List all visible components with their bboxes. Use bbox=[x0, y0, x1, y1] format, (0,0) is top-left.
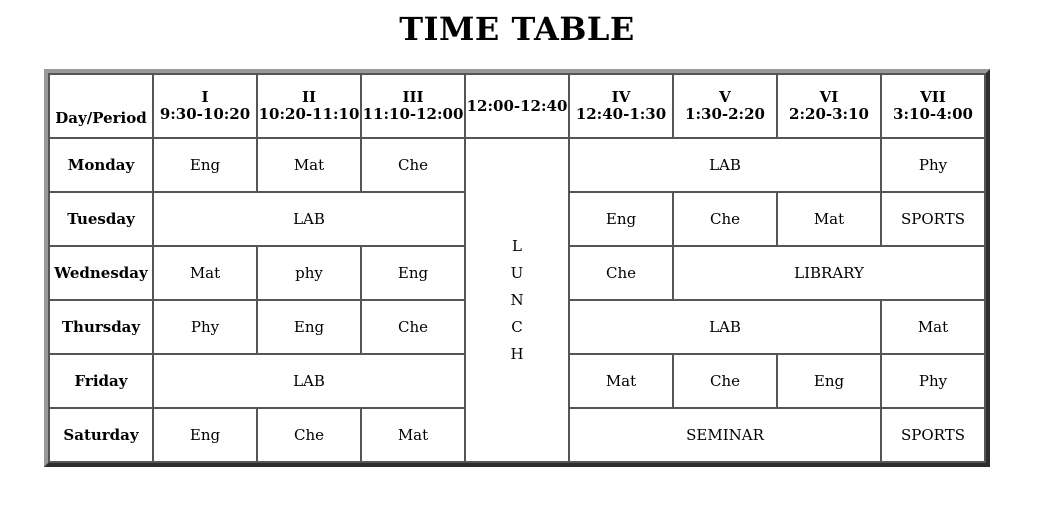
lunch-letter: U bbox=[510, 263, 524, 282]
lunch-cell bbox=[465, 138, 569, 462]
table-cell: Che bbox=[257, 408, 361, 462]
table-cell: SPORTS bbox=[881, 408, 985, 462]
table-row-monday bbox=[49, 138, 985, 192]
period-time: 1:30-2:20 bbox=[685, 105, 765, 123]
header-period-5 bbox=[673, 74, 777, 138]
table-cell: LAB bbox=[569, 300, 881, 354]
header-period-6 bbox=[777, 74, 881, 138]
day-label: Saturday bbox=[49, 408, 153, 462]
header-period-1 bbox=[153, 74, 257, 138]
table-cell: Che bbox=[361, 138, 465, 192]
period-number: IV bbox=[611, 88, 631, 106]
day-label: Wednesday bbox=[49, 246, 153, 300]
table-cell: SPORTS bbox=[881, 192, 985, 246]
table-cell: Mat bbox=[361, 408, 465, 462]
header-day-period bbox=[49, 74, 153, 138]
header-period-4 bbox=[569, 74, 673, 138]
table-cell: Phy bbox=[881, 138, 985, 192]
table-cell: Mat bbox=[777, 192, 881, 246]
header-period-7 bbox=[881, 74, 985, 138]
period-number: V bbox=[719, 88, 731, 106]
period-time: 10:20-11:10 bbox=[258, 105, 360, 123]
period-time: 12:00-12:40 bbox=[466, 96, 568, 115]
table-cell: Mat bbox=[153, 246, 257, 300]
timetable bbox=[48, 73, 986, 463]
period-number: VI bbox=[819, 88, 839, 106]
table-cell: Mat bbox=[881, 300, 985, 354]
table-cell: SEMINAR bbox=[569, 408, 881, 462]
lunch-letter: H bbox=[510, 344, 524, 363]
page-title: TIME TABLE bbox=[399, 10, 635, 48]
table-cell: Che bbox=[673, 192, 777, 246]
table-cell: Phy bbox=[153, 300, 257, 354]
period-number: I bbox=[201, 88, 209, 106]
period-time: 9:30-10:20 bbox=[159, 105, 251, 123]
period-time: 11:10-12:00 bbox=[362, 105, 464, 123]
lunch-letter: N bbox=[510, 290, 524, 309]
table-cell: Mat bbox=[569, 354, 673, 408]
day-label: Monday bbox=[49, 138, 153, 192]
table-cell: LAB bbox=[569, 138, 881, 192]
period-number: III bbox=[402, 88, 424, 106]
table-cell: LAB bbox=[153, 192, 465, 246]
header-lunch-time bbox=[465, 74, 569, 138]
period-time: 2:20-3:10 bbox=[789, 105, 869, 123]
period-time: 3:10-4:00 bbox=[893, 105, 973, 123]
table-cell: Mat bbox=[257, 138, 361, 192]
period-number: VII bbox=[920, 88, 946, 106]
table-cell: Eng bbox=[361, 246, 465, 300]
table-cell: Phy bbox=[881, 354, 985, 408]
table-cell: Eng bbox=[153, 408, 257, 462]
table-cell: Eng bbox=[257, 300, 361, 354]
table-cell: Eng bbox=[153, 138, 257, 192]
period-number: II bbox=[301, 88, 317, 106]
timetable-frame bbox=[44, 69, 990, 467]
header-period-3 bbox=[361, 74, 465, 138]
table-cell: Che bbox=[569, 246, 673, 300]
table-cell: LIBRARY bbox=[673, 246, 985, 300]
day-label: Friday bbox=[49, 354, 153, 408]
period-time: 12:40-1:30 bbox=[575, 105, 667, 123]
day-label: Thursday bbox=[49, 300, 153, 354]
table-cell: LAB bbox=[153, 354, 465, 408]
day-label: Tuesday bbox=[49, 192, 153, 246]
table-cell: Che bbox=[673, 354, 777, 408]
day-period-label: Day/Period bbox=[55, 109, 147, 127]
lunch-letter: L bbox=[512, 236, 522, 255]
lunch-letter: C bbox=[511, 317, 523, 336]
table-cell: Eng bbox=[569, 192, 673, 246]
table-cell: phy bbox=[257, 246, 361, 300]
header-row bbox=[49, 74, 985, 138]
table-cell: Eng bbox=[777, 354, 881, 408]
table-cell: Che bbox=[361, 300, 465, 354]
header-period-2 bbox=[257, 74, 361, 138]
